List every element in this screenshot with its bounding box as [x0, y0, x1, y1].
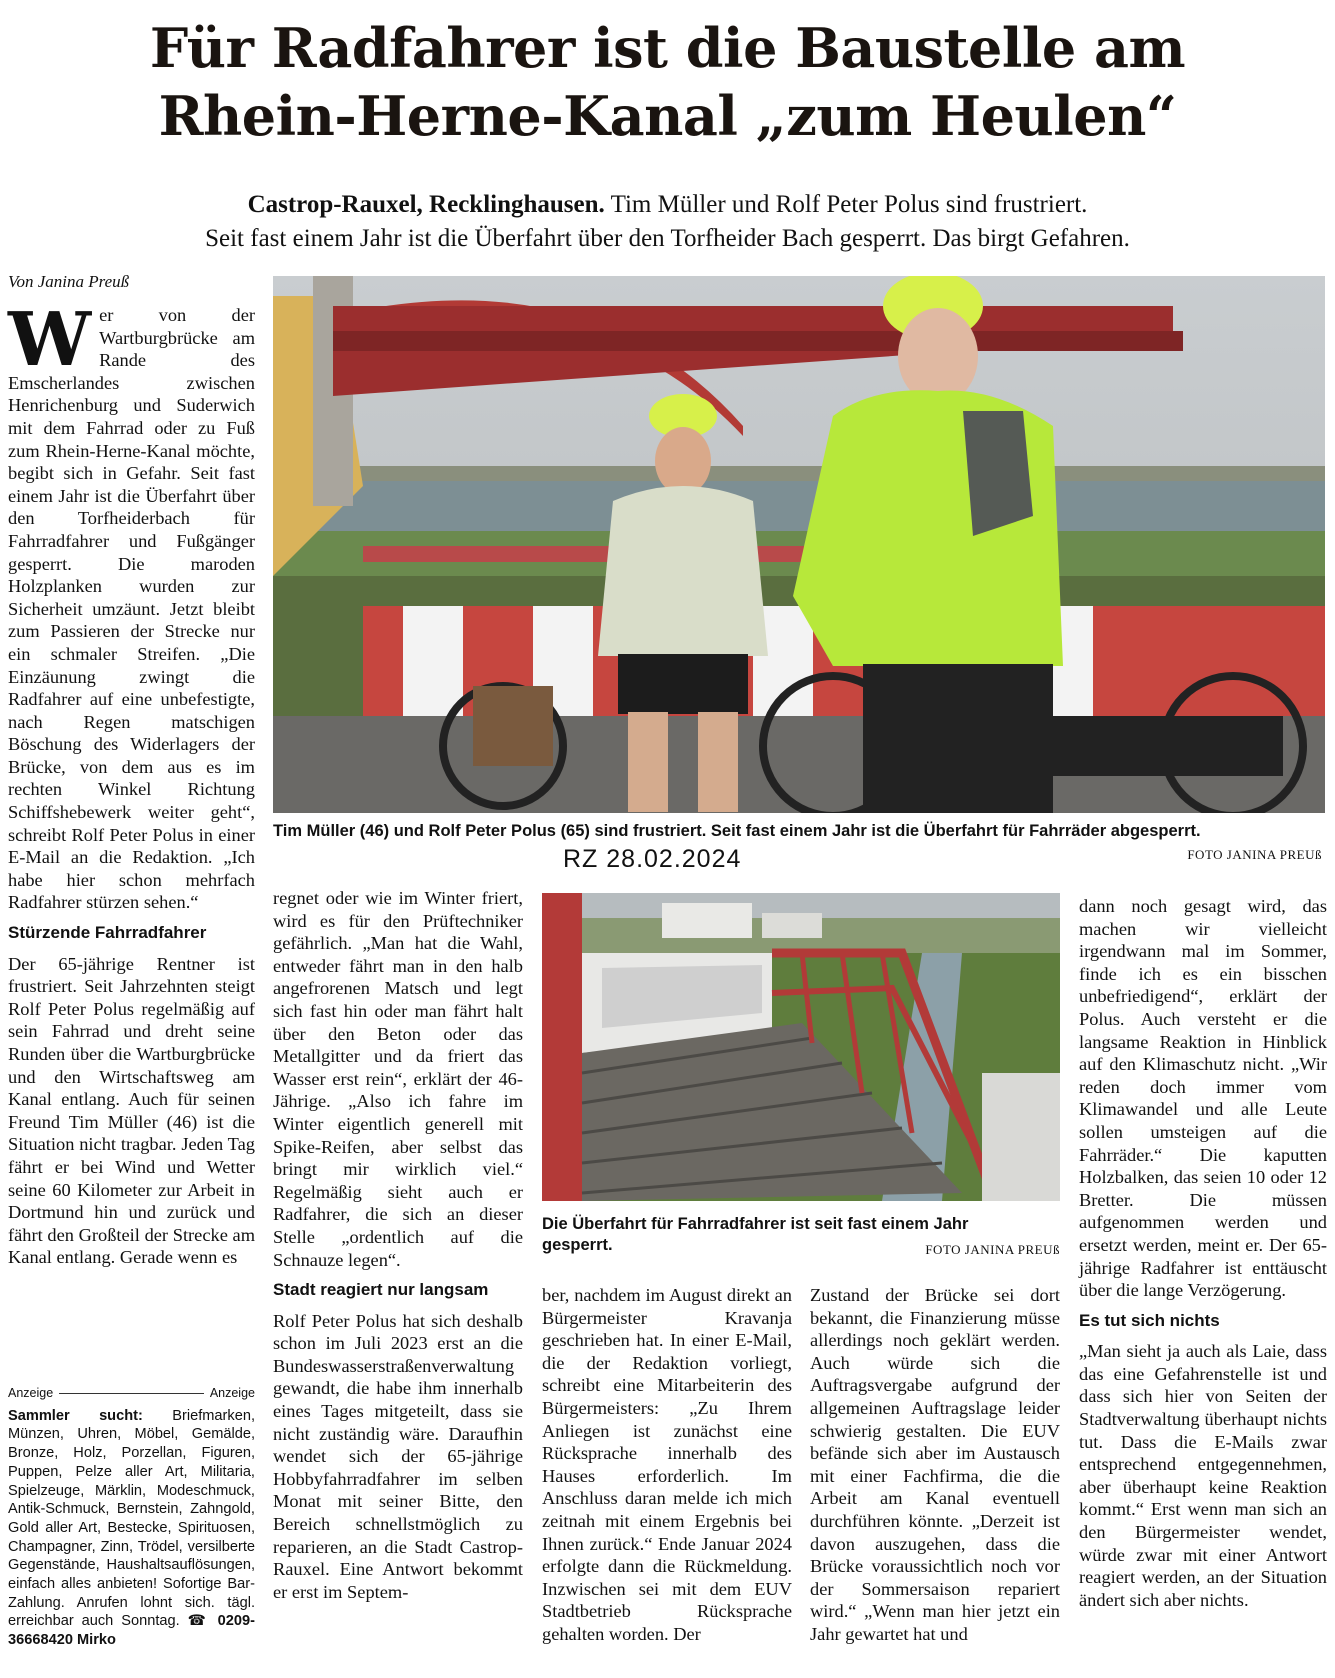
photo-cyclists — [273, 276, 1325, 813]
subhead-stadt: Stadt reagiert nur langsam — [273, 1280, 489, 1300]
teaser-line-1: Tim Müller und Rolf Peter Polus sind frustriert. — [604, 191, 1088, 218]
teaser-line-2: Seit fast einem Jahr ist die Überfahrt über den Torfheider Bach gesperrt. Das birgt Gefahren. — [205, 225, 1130, 252]
date-stamp: RZ 28.02.2024 — [563, 845, 742, 873]
byline: Von Janina Preuß — [8, 272, 130, 291]
photo2-caption: Die Überfahrt für Fahrradfahrer ist seit fast einem Jahr gesperrt. — [542, 1215, 969, 1254]
photo-bridge — [542, 893, 1060, 1201]
ad-label-row — [8, 1384, 255, 1403]
intro-text: er von der Wartburgbrücke am Rande des Emscherlandes zwischen Henrichenburg und Suderwich mit dem Fahrrad oder zu Fuß zum Rhein-Herne-Kanal möchte, begibt sich in Gefahr. Seit fast einem Jahr ist die Überfahrt über den Torfheiderbach für Fahrradfahrer und Fußgänger gesperrt. Die maroden Holzplanken wurden zur Sicherheit umzäunt. Jetzt bleibt zum Passieren der Strecke nur ein schmaler Streifen. „Die Einzäunung zwingt die Radfahrer auf eine unbefestigte, nach Regen matschigen Böschung des Widerlagers der Brücke, von dem aus es im rechten Winkel Richtung Schiffshebewerk weiter geht“, schreibt Rolf Peter Polus in einer E-Mail an die Redaktion. „Ich habe hier schon mehrfach Radfahrer stürzen sehen.“ — [8, 305, 255, 913]
col5-p2: „Man sieht ja auch als Laie, dass das eine Gefahrenstelle ist und dass sich hier von Seiten der Stadtverwaltung überhaupt nichts tut. Dass die E-Mails zwar entsprechend entgegennehmen, aber überhaupt keine Reaktion kommt.“ Erst wenn man sich an den Bürgermeister wendet, würde zwar mit einer Antwort reagiert werden, an der Situation ändert sich aber nichts. — [1079, 1341, 1327, 1610]
headline — [10, 14, 1325, 150]
article-column-5 — [1079, 895, 1327, 1611]
headline-line-2: Rhein-Herne-Kanal „zum Heulen“ — [158, 84, 1177, 148]
subhead-stuerzende: Stürzende Fahrradfahrer — [8, 923, 207, 943]
col2-p1: regnet oder wie im Winter friert, wird es für den Prüftechniker gefährlich. „Man hat die Wahl, entweder fährt man in den halb angefrorenen Matsch und legt sich fast hin oder man fährt halt über den Beton oder das Metallgitter und da friert das Wasser erst rein“, erklärt der 46-Jährige. „Also ich fahre im Winter eigentlich generell mit Spike-Reifen, aber selbst das bringt mir wirklich viel.“ Regelmäßig sieht auch er Radfahrer, die sich an dieser Stelle „ordentlich auf die Schnauze legen“. — [273, 888, 523, 1270]
col3-p1: ber, nachdem im August direkt an Bürgermeister Kravanja geschrieben hat. In einer E-Mail, die der Redaktion vorliegt, schreibt eine Mitarbeiterin des Bürgermeisters: „Zu Ihrem Anliegen ist zunächst eine Rücksprache innerhalb des Hauses erforderlich. Im Anschluss daran melde ich mich zeitnah mit einem Ergebnis bei Ihnen zurück.“ Ende Januar 2024 erfolgte dann die Rückmeldung. Inzwischen sei mit dem EUV Stadtbetrieb Rücksprache gehalten worden. Der — [542, 1285, 792, 1644]
phone-icon: ☎ — [187, 1613, 210, 1630]
teaser — [10, 188, 1325, 256]
photo-bridge-illustration — [542, 893, 1060, 1201]
drop-cap: W — [8, 297, 92, 383]
classified-ad — [8, 1384, 255, 1650]
photo1-caption: Tim Müller (46) und Rolf Peter Polus (65) sind frustriert. Seit fast einem Jahr ist die Überfahrt für Fahrräder abgesperrt. — [273, 822, 1201, 840]
headline-line-1: Für Radfahrer ist die Baustelle am — [149, 16, 1186, 80]
col5-p1: dann noch gesagt wird, das machen wir vielleicht irgendwann mal im Sommer, finde ich es ein bisschen unbefriedigend“, erklärt der Polus. Auch versteht er die langsame Reaktion in Hinblick auf den Klimaschutz nicht. „Wir reden doch immer vom Klimawandel und alle Leute sollen umsteigen auf die Fahrräder.“ Die kaputten Holzbalken, das seien 10 oder 12 Bretter. Die müssen aufgenommen werden und ersetzt werden, meint er. Der 65-jährige Radfahrer ist enttäuscht über die lange Verzögerung. — [1079, 896, 1327, 1301]
article-column-2 — [273, 887, 523, 1603]
article-column-4 — [810, 1284, 1060, 1646]
col4-p1: Zustand der Brücke sei dort bekannt, die Finanzierung müsse allerdings noch geklärt werden. Auch würde sich die Auftragsvergabe aufgrund der allgemeinen Auftragslage leider schwierig gestalten. Die EUV befände sich aber im Austausch mit einer Fachfirma, die die Arbeit am Kanal eventuell durchführen könnte. „Derzeit ist davon auszugehen, dass die Brücke voraussichtlich noch vor der Sommersaison repariert wird.“ „Wenn man hier jetzt ein Jahr gewartet hat und — [810, 1285, 1060, 1644]
ad-text — [8, 1407, 255, 1650]
col1-body: Der 65-jährige Rentner ist frustriert. Seit Jahrzehnten steigt Rolf Peter Polus regelmäßig auf sein Fahrrad und dreht seine Runden über die Wartburgbrücke und den Wirtschaftsweg am Kanal entlang. Auch für seinen Freund Tim Müller (46) ist die Situation nicht tragbar. Jeden Tag fährt er bei Wind und Wetter seine 60 Kilometer zur Arbeit in Dortmund hin und zurück und fährt den Großteil der Strecke am Kanal entlang. Gerade wenn es — [8, 953, 255, 1268]
article-column-3 — [542, 1284, 792, 1646]
ad-lead: Sammler sucht: — [8, 1407, 143, 1424]
ad-body: Briefmarken, Münzen, Uhren, Möbel, Gemälde, Bronze, Holz, Porzellan, Figuren, Puppen, Pelze aller Art, Militaria, Spielzeuge, Märklin, Modeschmuck, Antik-Schmuck, Bernstein, Zahngold, Gold aller Art, Bestecke, Spirituosen, Champagner, Zinn, Trödel, versilberte Gegenstände, Haushaltsauflösungen, einfach alles anbieten! Sofortige Bar-Zahlung. Anrufen lohnt sich. tägl. erreichbar auch Sonntag. — [8, 1407, 255, 1630]
photo2-credit: FOTO JANINA PREUß — [925, 1242, 1060, 1257]
subhead-nichts: Es tut sich nichts — [1079, 1310, 1220, 1330]
article-column-1 — [8, 297, 255, 1269]
teaser-location: Castrop-Rauxel, Recklinghausen. — [247, 191, 605, 218]
photo-cyclists-illustration — [273, 276, 1325, 813]
ad-label-right: Anzeige — [209, 1386, 255, 1400]
photo1-credit: FOTO JANINA PREUß — [1187, 847, 1322, 862]
ad-phone: 0209-36668420 Mirko — [8, 1613, 255, 1649]
col2-p2: Rolf Peter Polus hat sich deshalb schon im Juli 2023 erst an die Bundeswasserstraßenverwaltung gewandt, die habe ihm innerhalb eines Tages mitgeteilt, dass sie nicht zuständig wäre. Daraufhin wendet sich der 65-jährige Hobbyfahrradfahrer im selben Monat mit seiner Bitte, den Bereich schnellstmöglich zu reparieren, an die Stadt Castrop-Rauxel. Eine Antwort bekommt er erst im Septem- — [273, 1310, 523, 1602]
ad-label-left: Anzeige — [8, 1386, 54, 1400]
